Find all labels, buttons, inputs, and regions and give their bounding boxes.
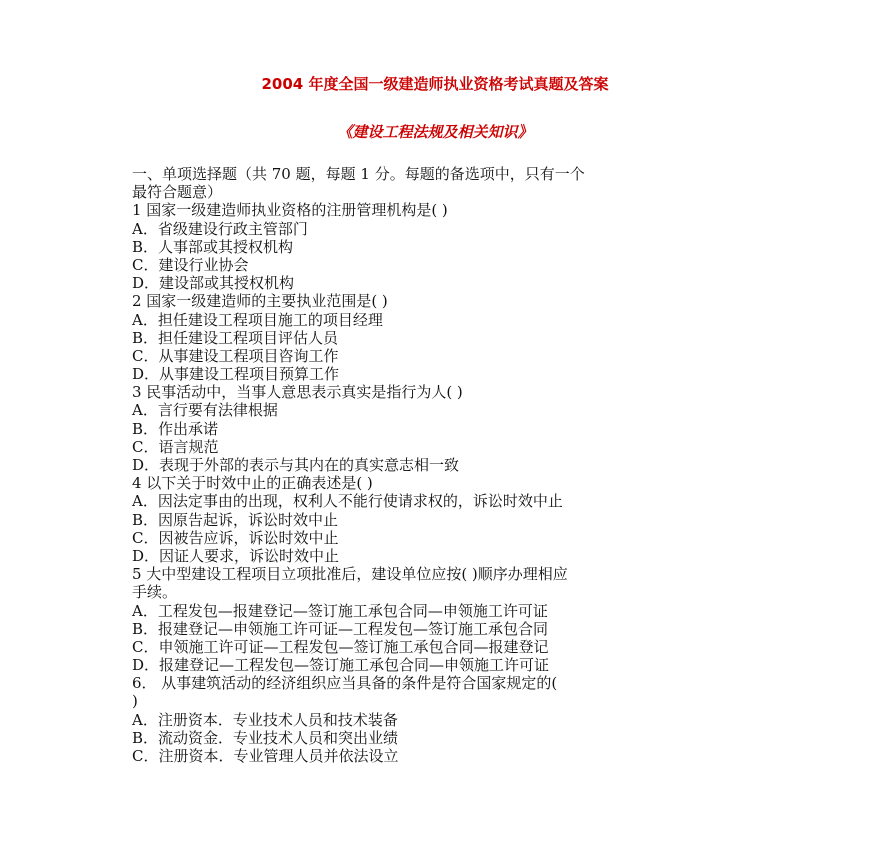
question-5-option-c: C．申领施工许可证—工程发包—签订施工承包合同—报建登记	[132, 637, 549, 656]
question-5-option-a: A．工程发包—报建登记—签订施工承包合同—申领施工许可证	[132, 601, 548, 620]
question-6-option-b: B．流动资金．专业技术人员和突出业绩	[132, 728, 399, 747]
question-2-option-b: B．担任建设工程项目评估人员	[132, 328, 339, 347]
question-4: 4 以下关于时效中止的正确表述是( )	[132, 474, 373, 493]
question-5-line-2: 手续。	[132, 583, 178, 602]
question-1-option-b: B．人事部或其授权机构	[132, 237, 294, 256]
question-2-option-d: D．从事建设工程项目预算工作	[132, 365, 340, 384]
question-4-option-c: C．因被告应诉，诉讼时效中止	[132, 528, 339, 547]
question-2-option-a: A．担任建设工程项目施工的项目经理	[132, 310, 383, 329]
question-6-line-2: )	[132, 692, 138, 711]
question-3-option-d: D．表现于外部的表示与其内在的真实意志相一致	[132, 456, 460, 474]
question-3: 3 民事活动中，当事人意思表示真实是指行为人( )	[132, 383, 463, 402]
question-5-option-b: B．报建登记—申领施工许可证—工程发包—签订施工承包合同	[132, 619, 549, 638]
section-heading-line-1: 一、单项选择题（共 70 题，每题 1 分。每题的备选项中，只有一个	[132, 165, 585, 183]
question-5-line-1: 5 大中型建设工程项目立项批准后，建设单位应按( )顺序办理相应	[132, 565, 568, 584]
question-1: 1 国家一级建造师执业资格的注册管理机构是( )	[132, 201, 448, 220]
question-content	[132, 165, 752, 765]
question-1-option-a: A．省级建设行政主管部门	[132, 219, 308, 238]
question-6-option-c: C．注册资本．专业管理人员并依法设立	[132, 747, 399, 765]
document-title: 2004 年度全国一级建造师执业资格考试真题及答案	[261, 75, 609, 93]
question-4-option-a: A．因法定事由的出现，权利人不能行使请求权的，诉讼时效中止	[132, 492, 563, 511]
question-4-option-b: B．因原告起诉，诉讼时效中止	[132, 510, 339, 529]
question-6-option-a: A．注册资本．专业技术人员和技术装备	[132, 710, 398, 729]
document-subtitle: 《建设工程法规及相关知识》	[337, 123, 533, 141]
question-1-option-d: D．建设部或其授权机构	[132, 274, 295, 293]
question-6-line-1: 6． 从事建筑活动的经济组织应当具备的条件是符合国家规定的(	[132, 674, 558, 693]
question-2: 2 国家一级建造师的主要执业范围是( )	[132, 292, 388, 311]
question-2-option-c: C．从事建设工程项目咨询工作	[132, 346, 339, 365]
question-5-option-d: D．报建登记—工程发包—签订施工承包合同—申领施工许可证	[132, 656, 550, 675]
question-3-option-a: A．言行要有法律根据	[132, 401, 278, 420]
question-3-option-b: B．作出承诺	[132, 419, 219, 438]
question-1-option-c: C．建设行业协会	[132, 255, 249, 274]
question-4-option-d: D．因证人要求，诉讼时效中止	[132, 546, 340, 565]
question-3-option-c: C．语言规范	[132, 437, 219, 456]
section-heading-line-2: 最符合题意）	[132, 183, 223, 202]
